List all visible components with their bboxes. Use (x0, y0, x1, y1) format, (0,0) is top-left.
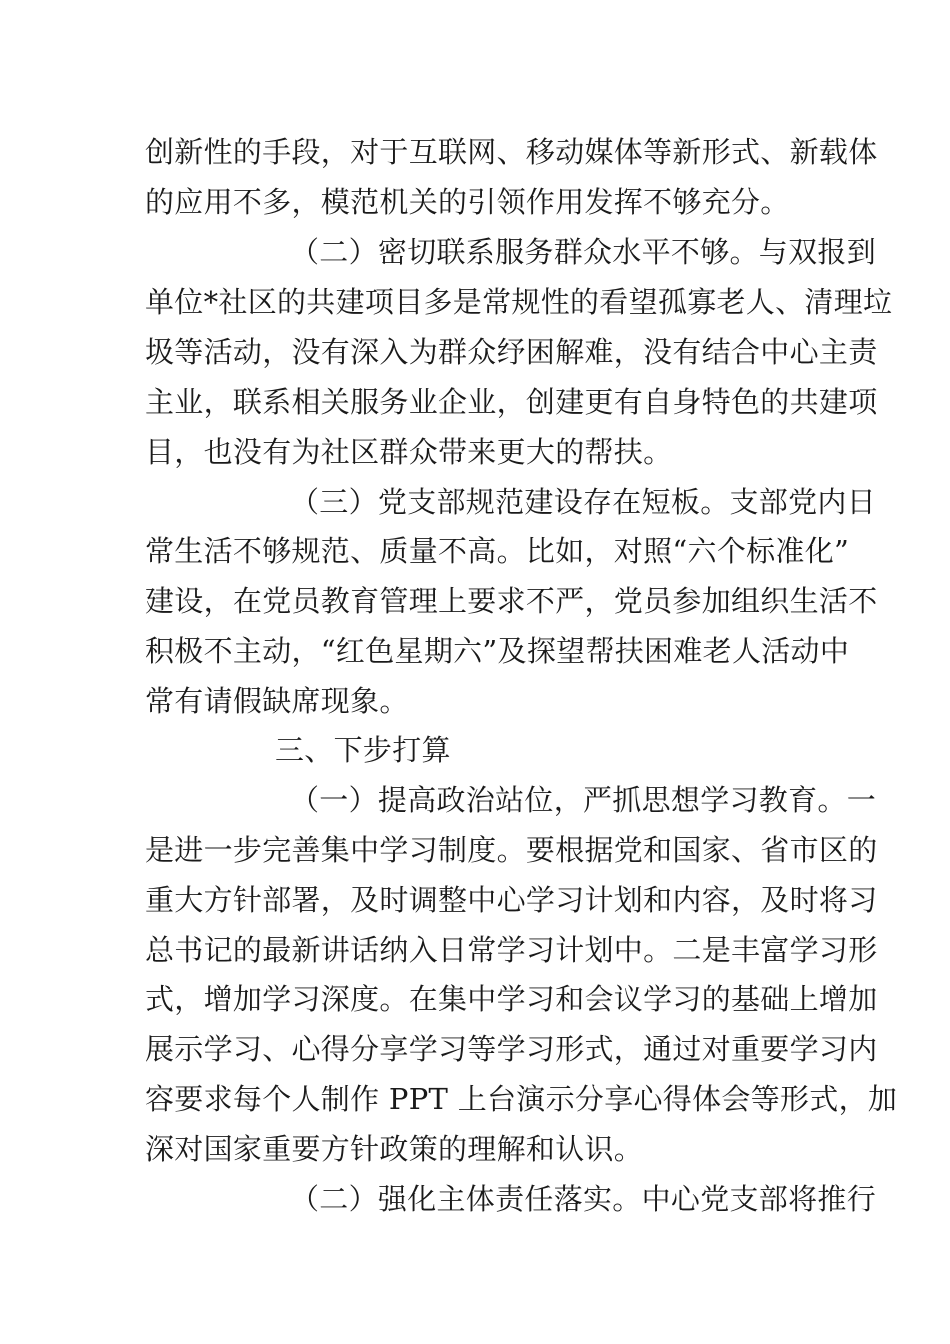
text-line: 建设，在党员教育管理上要求不严，党员参加组织生活不 (145, 584, 878, 618)
text-line: 深对国家重要方针政策的理解和认识。 (145, 1132, 644, 1166)
text-line: 常生活不够规范、质量不高。比如，对照“六个标准化” (145, 534, 850, 568)
text-line: （二）强化主体责任落实。中心党支部将推行 (290, 1182, 877, 1216)
text-line: 目，也没有为社区群众带来更大的帮扶。 (145, 435, 673, 469)
text-line: 容要求每个人制作 PPT 上台演示分享心得体会等形式，加 (145, 1082, 898, 1116)
text-line: 展示学习、心得分享学习等学习形式，通过对重要学习内 (145, 1032, 878, 1066)
text-line: 式，增加学习深度。在集中学习和会议学习的基础上增加 (145, 982, 878, 1016)
text-line: 常有请假缺席现象。 (145, 684, 409, 718)
text-line: （二）密切联系服务群众水平不够。与双报到 (290, 235, 877, 269)
text-line: 主业，联系相关服务业企业，创建更有自身特色的共建项 (145, 385, 878, 419)
text-line: （三）党支部规范建设存在短板。支部党内日 (290, 485, 877, 519)
text-line: 单位*社区的共建项目多是常规性的看望孤寡老人、清理垃 (145, 285, 893, 319)
text-line: 的应用不多，模范机关的引领作用发挥不够充分。 (145, 185, 790, 219)
section-heading: 三、下步打算 (275, 733, 451, 767)
text-line: （一）提高政治站位，严抓思想学习教育。一 (290, 783, 877, 817)
text-line: 总书记的最新讲话纳入日常学习计划中。二是丰富学习形 (145, 933, 878, 967)
text-line: 积极不主动，“红色星期六”及探望帮扶困难老人活动中 (145, 634, 850, 668)
text-line: 重大方针部署，及时调整中心学习计划和内容，及时将习 (145, 883, 878, 917)
text-line: 圾等活动，没有深入为群众纾困解难，没有结合中心主责 (145, 335, 878, 369)
text-line: 是进一步完善集中学习制度。要根据党和国家、省市区的 (145, 833, 878, 867)
text-line: 创新性的手段，对于互联网、移动媒体等新形式、新载体 (145, 135, 878, 169)
